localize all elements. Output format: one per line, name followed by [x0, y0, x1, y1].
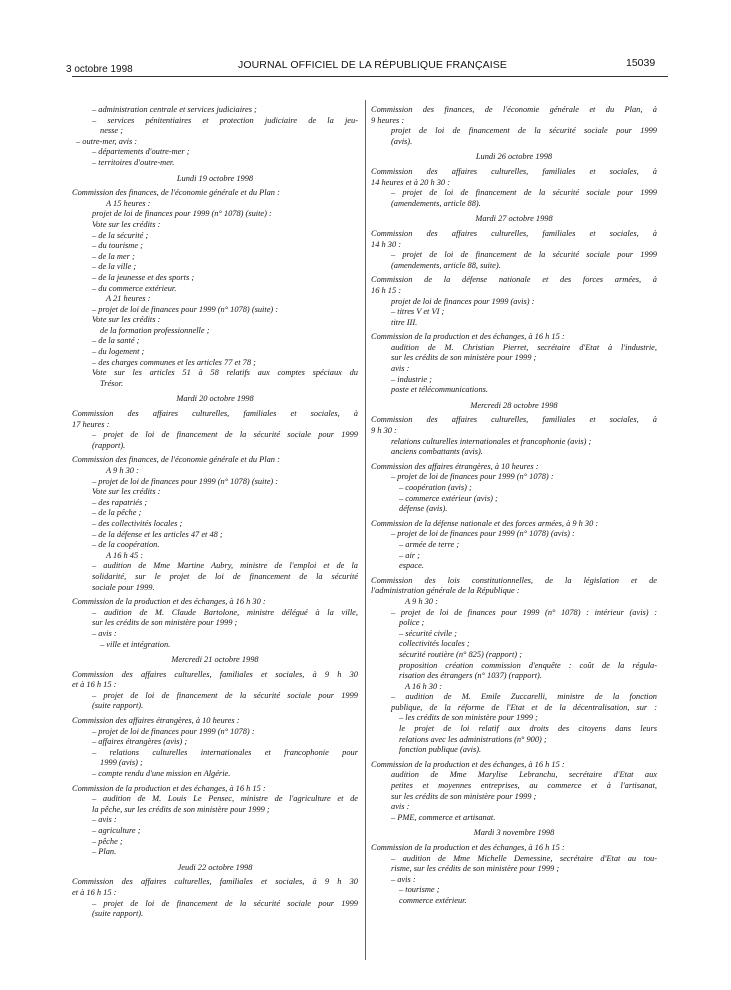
commission-heading: Commission de la production et des échanges, à 16 h 15 :	[371, 332, 565, 342]
commission-heading: Commission des affaires culturelles, familiales et sociales, à 9 h 30	[72, 669, 358, 679]
text-line: sécurité routière (n° 825) (rapport) ;	[399, 649, 522, 659]
text-line: – du tourisme ;	[92, 241, 143, 251]
commission-heading: Commission des finances, de l'économie générale et du Plan :	[72, 188, 280, 198]
text-line: – compte rendu d'une mission en Algérie.	[92, 769, 231, 779]
text-line: petites et moyennes entreprises, au commerce et à l'artisanat,	[391, 781, 657, 791]
text-line: (suite rapport).	[92, 701, 144, 711]
text-line: (amendements, article 88).	[391, 198, 481, 208]
text-line: fonction publique (avis).	[399, 745, 482, 755]
text-line: – départements d'outre-mer ;	[92, 147, 190, 157]
text-line: relations avec les administrations (n° 900) ;	[399, 734, 547, 744]
commission-heading: Commission des affaires étrangères, à 10 heures :	[371, 461, 539, 471]
text-line: – territoires d'outre-mer.	[92, 157, 175, 167]
commission-heading: Commission de la défense nationale et des forces armées, à	[371, 275, 657, 285]
commission-heading: 16 h 15 :	[371, 285, 402, 295]
text-line: – audition de M. Emile Zuccarelli, ministre de la fonction	[391, 692, 657, 702]
commission-heading: Commission des affaires culturelles, familiales et sociales, à	[371, 415, 657, 425]
text-line: solidarité, sur le projet de loi de financement de la sécurité	[92, 571, 358, 581]
text-line: projet de loi de finances pour 1999 (avis) :	[391, 296, 535, 306]
commission-heading: Commission des affaires culturelles, familiales et sociales, à	[371, 228, 657, 238]
text-line: – projet de loi de financement de la sécurité sociale pour 1999	[92, 430, 358, 440]
text-line: – audition de M. Claude Bartolone, ministre délégué à la ville,	[92, 607, 358, 617]
text-line: (rapport).	[92, 440, 126, 450]
text-line: audition de Mme Marylise Lebranchu, secrétaire d'Etat aux	[391, 770, 657, 780]
text-line: avis :	[391, 364, 410, 374]
text-line: (avis).	[391, 136, 413, 146]
page-number: 15039	[626, 57, 656, 69]
text-line: – air ;	[399, 550, 420, 560]
commission-heading: Commission des finances, de l'économie générale et du Plan :	[72, 455, 280, 465]
commission-heading: 14 heures et à 20 h 30 :	[371, 177, 451, 187]
text-line: – avis :	[92, 628, 117, 638]
day-heading: Lundi 19 octobre 1998	[176, 173, 254, 183]
text-line: titre III.	[391, 317, 418, 327]
text-line: – ville et intégration.	[100, 639, 171, 649]
text-line: – administration centrale et services judiciaires ;	[92, 105, 257, 114]
text-line: sur les crédits de son ministère pour 1999 ;	[391, 353, 537, 363]
day-heading: Mercredi 28 octobre 1998	[470, 400, 558, 410]
text-line: – industrie ;	[391, 374, 432, 384]
time-heading: A 21 heures :	[106, 294, 151, 304]
text-line: police ;	[399, 618, 425, 628]
text-line: – projet de loi de finances pour 1999 (n° 1078) :	[391, 472, 554, 482]
text-line: – avis :	[391, 874, 416, 884]
text-line: – projet de loi de financement de la sécurité sociale pour 1999	[391, 250, 657, 260]
text-line: collectivités locales ;	[399, 639, 470, 649]
text-line: audition de M. Christian Pierret, secrétaire d'Etat à l'industrie,	[391, 342, 657, 352]
text-line: commerce extérieur.	[399, 895, 467, 905]
text-line: – projet de loi de finances pour 1999 (n° 1078) : intérieur (avis) :	[391, 607, 657, 617]
text-line: proposition création commission d'enquête : coût de la régula-	[399, 660, 657, 670]
text-line: – des rapatriés ;	[92, 497, 148, 507]
text-line: anciens combattants (avis).	[391, 447, 483, 457]
left-column	[72, 105, 358, 920]
text-line: – des charges communes et les articles 77 et 78 ;	[92, 357, 256, 367]
text-line: la pêche, sur les crédits de son ministère pour 1999 ;	[92, 804, 270, 814]
text-line: projet de loi de finances pour 1999 (n° 1078) (suite) :	[92, 209, 272, 219]
header-date: 3 octobre 1998	[66, 64, 133, 75]
text-line: (suite rapport).	[92, 909, 144, 919]
time-heading: A 15 heures :	[106, 198, 151, 208]
text-line: – outre-mer, avis :	[76, 136, 138, 146]
right-column	[371, 105, 657, 907]
text-line: – projet de loi de financement de la sécurité sociale pour 1999	[391, 188, 657, 198]
text-line: – projet de loi de financement de la sécurité sociale pour 1999	[92, 898, 358, 908]
commission-heading: et à 16 h 15 :	[72, 887, 117, 897]
text-line: – titres V et VI ;	[391, 307, 445, 317]
text-line: – les crédits de son ministère pour 1999 ;	[399, 713, 538, 723]
text-line: défense (avis).	[399, 504, 448, 514]
text-line: sur les crédits de son ministère pour 1999 ;	[391, 791, 537, 801]
text-line: projet de loi de financement de la sécurité sociale pour 1999	[391, 126, 657, 136]
text-line: – coopération (avis) ;	[399, 483, 472, 492]
header-rule	[72, 76, 668, 77]
text-line: le projet de loi relatif aux droits des citoyens dans leurs	[399, 724, 657, 734]
text-line: – projet de loi de finances pour 1999 (n° 1078) :	[92, 726, 255, 736]
text-line: Trésor.	[100, 378, 124, 388]
commission-heading: et à 16 h 15 :	[72, 680, 117, 690]
commission-heading: Commission de la défense nationale et des forces armées, à 9 h 30 :	[371, 518, 599, 528]
column-divider	[365, 100, 366, 960]
text-line: – de la santé ;	[92, 336, 140, 346]
commission-heading: Commission de la production et des échanges, à 16 h 30 :	[72, 597, 266, 607]
text-line: Vote sur les crédits :	[92, 315, 161, 325]
commission-heading: 14 h 30 :	[371, 239, 402, 249]
text-line: – armée de terre ;	[399, 539, 460, 549]
text-line: Vote sur les crédits :	[92, 219, 161, 229]
text-line: – de la ville ;	[92, 262, 137, 272]
text-line: – agriculture ;	[92, 826, 141, 835]
commission-heading: 9 h 30 :	[371, 426, 397, 436]
time-heading: A 16 h 30 :	[405, 681, 443, 691]
commission-heading: Commission des lois constitutionnelles, de la législation et de	[371, 575, 657, 585]
text-line: sur les crédits de son ministère pour 1999 ;	[92, 618, 238, 628]
commission-heading: Commission des affaires culturelles, familiales et sociales, à	[72, 409, 358, 419]
text-line: – projet de loi de finances pour 1999 (n° 1078) (suite) :	[92, 476, 279, 486]
day-heading: Mercredi 21 octobre 1998	[171, 655, 259, 665]
day-heading: Mardi 3 novembre 1998	[473, 828, 555, 838]
commission-heading: Commission des affaires culturelles, familiales et sociales, à	[371, 166, 657, 176]
text-line: de la formation professionnelle ;	[100, 325, 210, 335]
text-line: – de la pêche ;	[92, 508, 142, 518]
page-header	[0, 0, 731, 80]
text-line: – de la coopération.	[92, 540, 160, 550]
text-line: – du logement ;	[92, 347, 145, 357]
text-line: – affaires étrangères (avis) ;	[92, 737, 188, 747]
commission-heading: 17 heures :	[72, 419, 110, 429]
text-line: – de la mer ;	[92, 251, 135, 261]
day-heading: Mardi 27 octobre 1998	[475, 214, 553, 224]
text-line: – sécurité civile ;	[399, 628, 457, 638]
text-line: – de la défense et les articles 47 et 48 ;	[92, 529, 223, 539]
commission-heading: Commission des affaires culturelles, familiales et sociales, à 9 h 30	[72, 877, 358, 887]
text-line: – services pénitentiaires et protection judiciaire de la jeu-	[92, 115, 358, 125]
text-line: – des collectivités locales ;	[92, 518, 183, 528]
text-line: – audition de Mme Martine Aubry, ministre de l'emploi et de la	[92, 561, 358, 571]
text-line: relations culturelles internationales et francophonie (avis) ;	[391, 436, 592, 446]
text-line: – commerce extérieur (avis) ;	[399, 493, 498, 503]
text-line: – projet de loi de financement de la sécurité sociale pour 1999	[92, 690, 358, 700]
text-line: Vote sur les articles 51 à 58 relatifs aux comptes spéciaux du	[92, 368, 358, 378]
text-line: – relations culturelles internationales et francophonie pour	[92, 747, 358, 757]
text-line: 1999 (avis) ;	[100, 758, 143, 768]
text-line: – Plan.	[92, 847, 117, 857]
text-line: poste et télécommunications.	[391, 385, 488, 395]
text-line: – avis :	[92, 815, 117, 825]
text-line: – audition de Mme Michelle Demessine, secrétaire d'Etat au tou-	[391, 853, 657, 863]
text-line: sociale pour 1999.	[92, 582, 155, 592]
day-heading: Lundi 26 octobre 1998	[475, 152, 553, 162]
commission-heading: 9 heures :	[371, 115, 405, 125]
text-line: nesse ;	[100, 126, 124, 136]
text-line: – tourisme ;	[399, 885, 440, 895]
text-line: – PME, commerce et artisanat.	[391, 812, 496, 822]
commission-heading: Commission de la production et des échanges, à 16 h 15 :	[371, 759, 565, 769]
text-line: – de la sécurité ;	[92, 230, 149, 240]
text-line: (amendements, article 88, suite).	[391, 260, 501, 270]
text-line: – pêche ;	[92, 836, 123, 846]
time-heading: A 16 h 45 :	[106, 550, 144, 560]
text-line: risme, sur les crédits de son ministère pour 1999 ;	[391, 864, 560, 874]
time-heading: A 9 h 30 :	[106, 466, 139, 475]
journal-title: JOURNAL OFFICIEL DE LA RÉPUBLIQUE FRANÇAISE	[238, 59, 507, 71]
commission-heading: Commission de la production et des échanges, à 16 h 15 :	[371, 843, 565, 852]
text-line: – projet de loi de finances pour 1999 (n° 1078) (suite) :	[92, 304, 279, 314]
day-heading: Jeudi 22 octobre 1998	[177, 862, 253, 872]
text-line: avis :	[391, 802, 410, 812]
text-line: risation des étrangers (n° 1037) (rapport).	[399, 671, 542, 681]
text-line: espace.	[399, 561, 424, 571]
time-heading: A 9 h 30 :	[405, 596, 438, 606]
text-line: publique, de la réforme de l'Etat et de la décentralisation, sur :	[391, 702, 657, 712]
text-line: – audition de M. Louis Le Pensec, ministre de l'agriculture et de	[92, 794, 358, 804]
text-line: – de la jeunesse et des sports ;	[92, 272, 195, 282]
text-line: Vote sur les crédits :	[92, 487, 161, 497]
commission-heading: Commission des affaires étrangères, à 10 heures :	[72, 716, 240, 726]
text-line: – projet de loi de finances pour 1999 (n° 1078) (avis) :	[391, 529, 575, 539]
text-line: – du commerce extérieur.	[92, 283, 177, 293]
commission-heading: Commission de la production et des échanges, à 16 h 15 :	[72, 783, 266, 793]
commission-heading: l'administration générale de la République :	[371, 586, 520, 596]
day-heading: Mardi 20 octobre 1998	[176, 394, 254, 404]
commission-heading: Commission des finances, de l'économie générale et du Plan, à	[371, 105, 657, 114]
